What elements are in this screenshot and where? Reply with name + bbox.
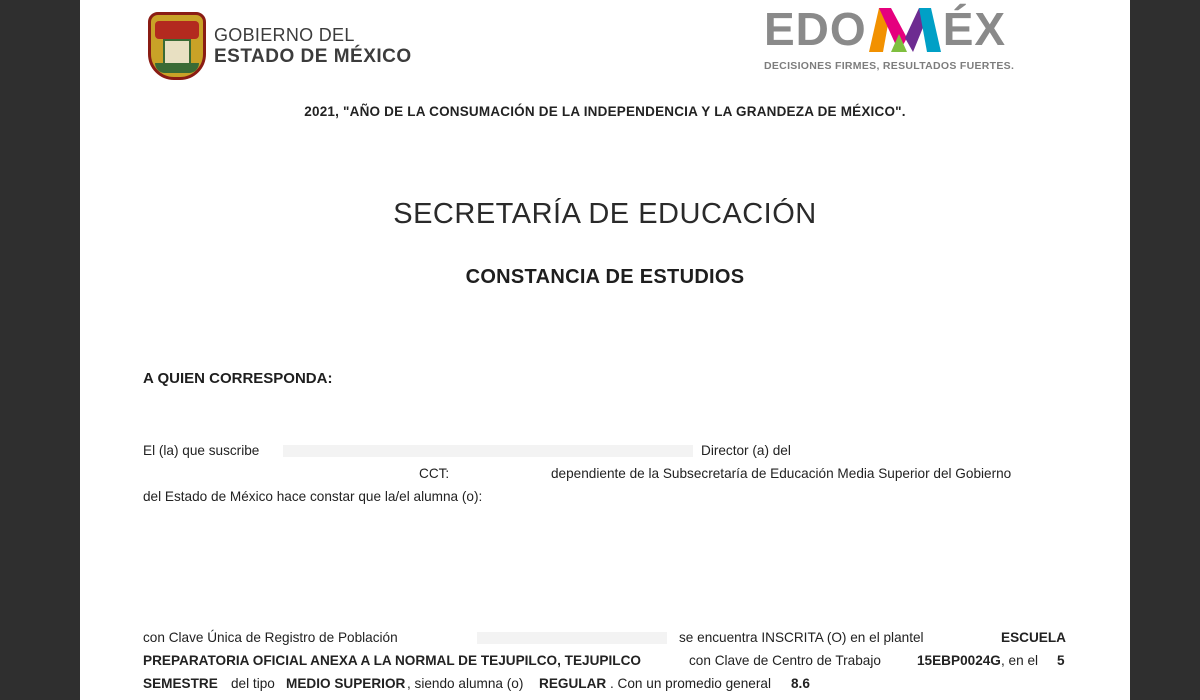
edomex-tagline: DECISIONES FIRMES, RESULTADOS FUERTES. <box>764 60 1015 72</box>
text-regular: REGULAR <box>539 676 607 691</box>
text-director: Director (a) del <box>701 443 791 458</box>
gobierno-line2: ESTADO DE MÉXICO <box>214 46 412 67</box>
text-escuela: ESCUELA <box>1001 630 1066 645</box>
viewer-right-margin <box>1130 0 1200 700</box>
text-inscrita: se encuentra INSCRITA (O) en el plantel <box>679 630 924 645</box>
text-promedio: . Con un promedio general <box>610 676 771 691</box>
text-plantel-name: PREPARATORIA OFICIAL ANEXA A LA NORMAL DE TEJUPILCO, TEJUPILCO <box>143 653 641 668</box>
state-seal-icon <box>148 12 206 80</box>
text-promedio-value: 8.6 <box>791 676 810 691</box>
secretaria-heading: SECRETARÍA DE EDUCACIÓN <box>393 198 817 230</box>
text-suscribe: El (la) que suscribe <box>143 443 260 458</box>
redacted-name <box>283 445 693 457</box>
salutation: A QUIEN CORRESPONDA: <box>143 370 333 387</box>
gobierno-logo <box>148 12 412 80</box>
document-page <box>80 0 1130 700</box>
edomex-brand-right: ÉX <box>942 3 1007 55</box>
text-curp: con Clave Única de Registro de Población <box>143 630 398 645</box>
paragraph-director <box>143 439 1068 508</box>
text-dependiente: dependiente de la Subsecretaría de Educación Media Superior del Gobierno <box>551 466 1012 481</box>
paragraph-line <box>143 485 1068 508</box>
edomex-brand-left: EDO <box>764 3 867 55</box>
gobierno-logo-text <box>214 26 412 66</box>
text-clave-ct: con Clave de Centro de Trabajo <box>689 653 881 668</box>
paragraph-line <box>143 439 1068 462</box>
paragraph-line <box>143 672 1068 695</box>
text-semestre: SEMESTRE <box>143 676 218 691</box>
text-cct: CCT: <box>419 466 450 481</box>
paragraph-line <box>143 626 1068 649</box>
text-en-el: , en el <box>1001 653 1039 668</box>
text-cct-code: 15EBP0024G <box>917 653 1001 668</box>
year-motto: 2021, "AÑO DE LA CONSUMACIÓN DE LA INDEPENDENCIA Y LA GRANDEZA DE MÉXICO". <box>304 104 906 119</box>
text-medio-superior: MEDIO SUPERIOR <box>286 676 406 691</box>
text-semester-number: 5 <box>1057 653 1065 668</box>
text-del-tipo: del tipo <box>231 676 275 691</box>
viewer-left-margin <box>0 0 80 700</box>
text-hace-constar: del Estado de México hace constar que la/el alumna (o): <box>143 489 483 504</box>
document-title: CONSTANCIA DE ESTUDIOS <box>465 266 745 288</box>
edomex-logo <box>764 3 1064 72</box>
paragraph-line <box>143 462 1068 485</box>
paragraph-student <box>143 626 1068 695</box>
redacted-curp <box>477 632 667 644</box>
edomex-m-icon <box>869 8 941 52</box>
text-siendo-alumna: , siendo alumna (o) <box>407 676 524 691</box>
paragraph-line <box>143 649 1068 672</box>
gobierno-line1: GOBIERNO DEL <box>214 25 355 45</box>
